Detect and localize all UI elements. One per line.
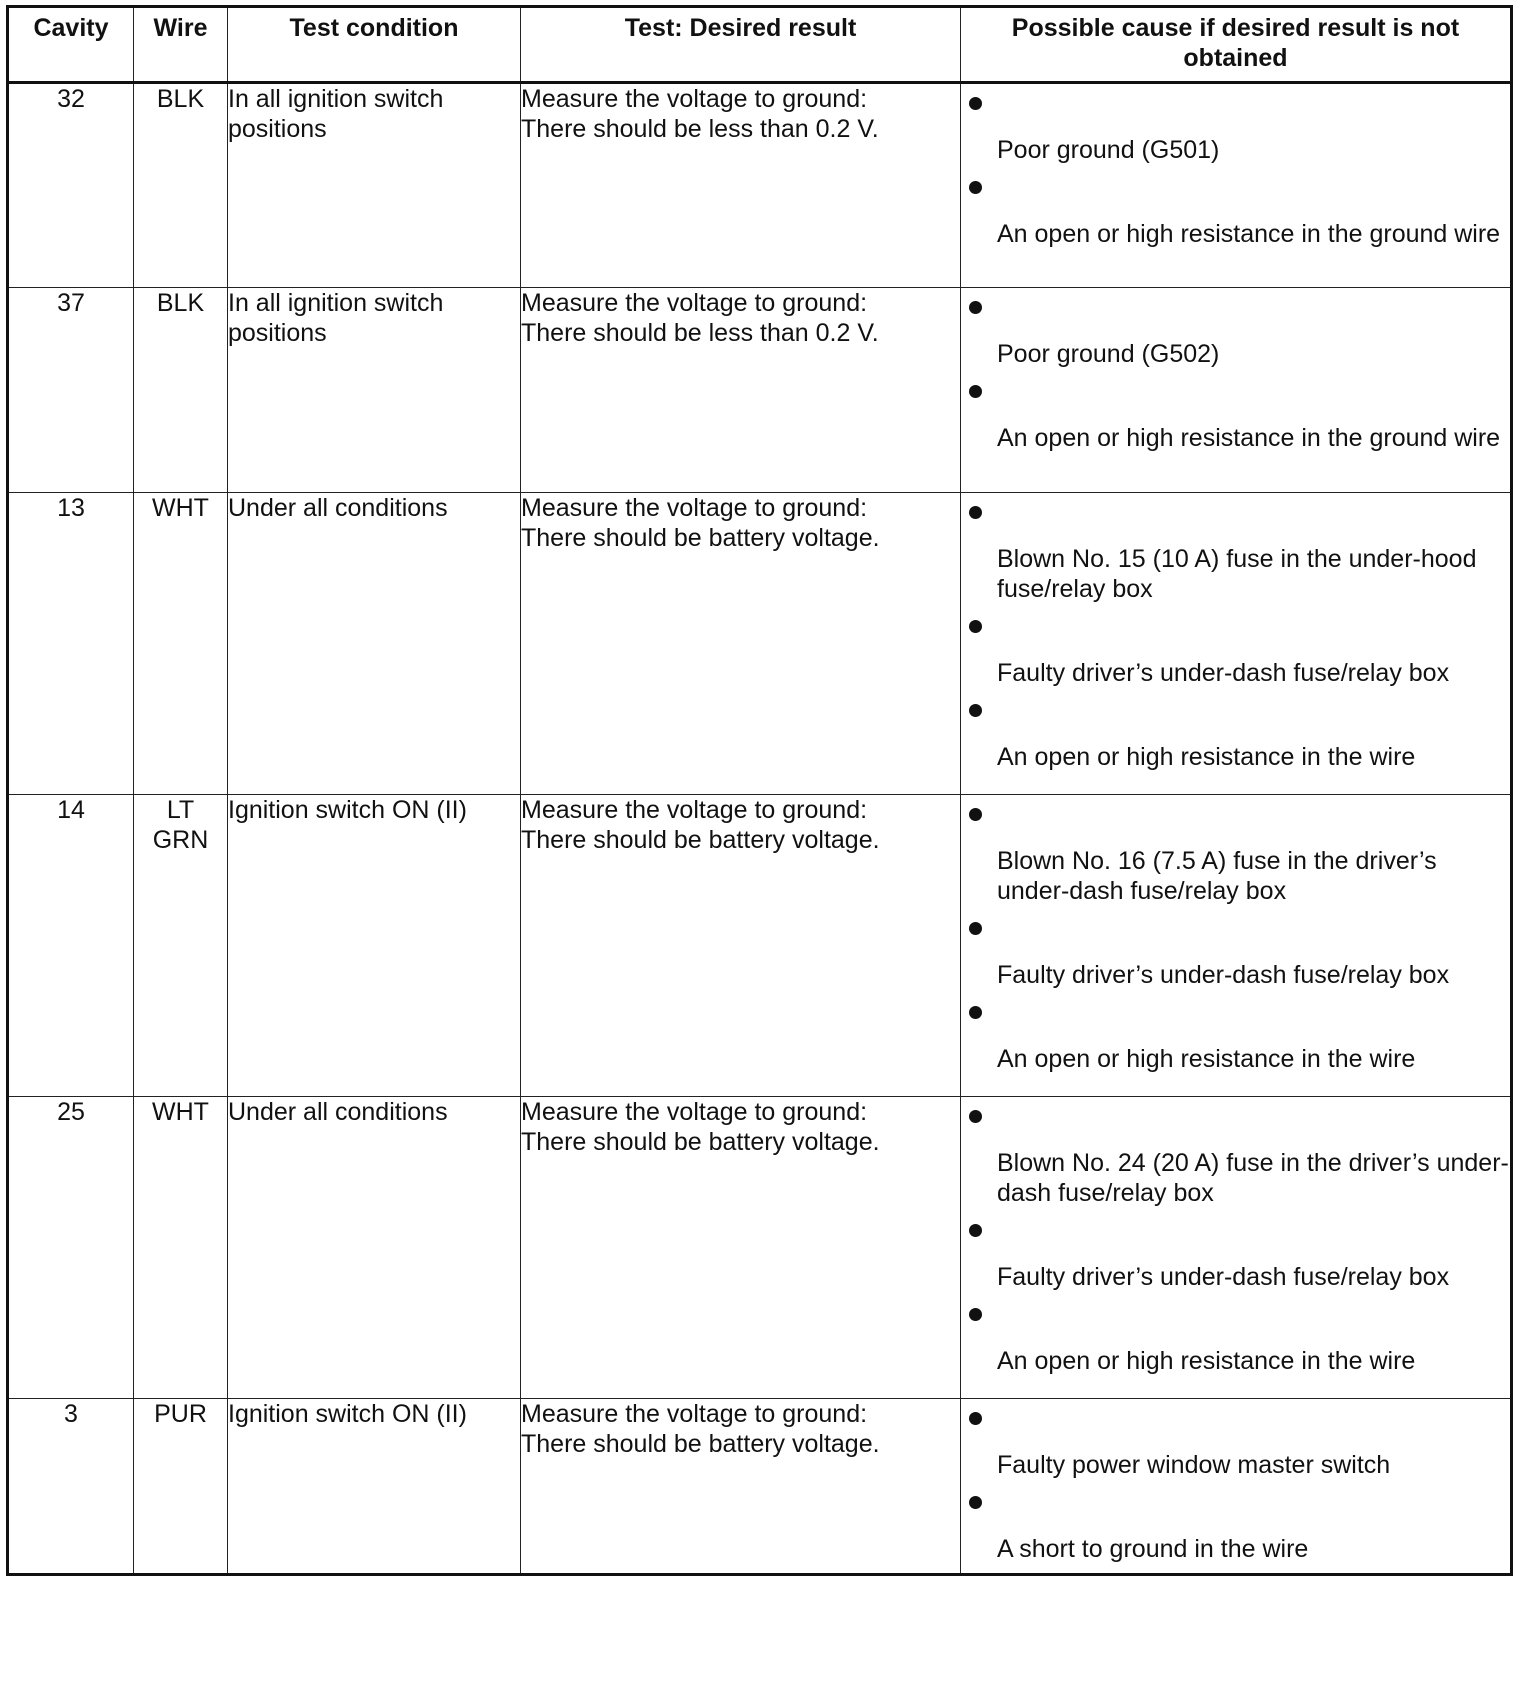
- cavity-value: 3: [64, 1400, 78, 1428]
- desired-result-cell: [521, 288, 961, 493]
- possible-cause-cell: [961, 1097, 1512, 1399]
- bullet-icon: [969, 704, 982, 717]
- desired-result-line: There should be battery voltage.: [521, 826, 880, 854]
- table-row: [8, 1399, 1512, 1575]
- bullet-icon: [969, 922, 982, 935]
- header-possible-cause: Possible cause if desired result is not obtained: [961, 7, 1512, 83]
- cavity-cell: [8, 493, 134, 795]
- test-condition-cell: [228, 288, 521, 493]
- cavity-value: 32: [57, 85, 85, 113]
- cause-item: [961, 181, 1510, 249]
- cause-item: [961, 385, 1510, 453]
- wire-cell: [134, 795, 228, 1097]
- desired-result-line: Measure the voltage to ground:: [521, 1098, 868, 1126]
- cause-item: [961, 922, 1510, 990]
- wire-cell: [134, 83, 228, 288]
- cause-text: Blown No. 16 (7.5 A) fuse in the driver’s under-dash fuse/relay box: [997, 847, 1437, 905]
- cause-item: [961, 620, 1510, 688]
- wire-color: WHT: [152, 1098, 209, 1126]
- cause-item: [961, 1224, 1510, 1292]
- table-row: [8, 795, 1512, 1097]
- possible-cause-cell: [961, 493, 1512, 795]
- test-condition-cell: [228, 493, 521, 795]
- bullet-icon: [969, 1110, 982, 1123]
- possible-cause-cell: [961, 288, 1512, 493]
- desired-result-cell: [521, 83, 961, 288]
- wire-cell: [134, 1399, 228, 1575]
- cause-text: A short to ground in the wire: [997, 1535, 1309, 1563]
- cause-text: An open or high resistance in the wire: [997, 1347, 1416, 1375]
- cause-text: An open or high resistance in the ground wire: [997, 220, 1501, 248]
- wire-cell: [134, 1097, 228, 1399]
- table-row: [8, 83, 1512, 288]
- wire-color: BLK: [156, 289, 205, 317]
- bullet-icon: [969, 1496, 982, 1509]
- bullet-icon: [969, 181, 982, 194]
- cause-text: Blown No. 24 (20 A) fuse in the driver’s under-dash fuse/relay box: [997, 1149, 1509, 1207]
- desired-result-line: Measure the voltage to ground:: [521, 1400, 868, 1428]
- bullet-icon: [969, 1224, 982, 1237]
- desired-result-line: There should be battery voltage.: [521, 1128, 880, 1156]
- desired-result-cell: [521, 1399, 961, 1575]
- possible-cause-cell: [961, 795, 1512, 1097]
- desired-result-line: Measure the voltage to ground:: [521, 796, 868, 824]
- desired-result-line: Measure the voltage to ground:: [521, 289, 868, 317]
- table-row: [8, 493, 1512, 795]
- bullet-icon: [969, 385, 982, 398]
- header-test-condition: Test condition: [228, 7, 521, 83]
- header-cavity: Cavity: [8, 7, 134, 83]
- cavity-value: 25: [57, 1098, 85, 1126]
- cause-text: Faulty driver’s under-dash fuse/relay box: [997, 961, 1450, 989]
- cavity-value: 14: [57, 796, 85, 824]
- cause-item: [961, 808, 1510, 906]
- cause-text: Faulty driver’s under-dash fuse/relay box: [997, 659, 1450, 687]
- test-condition-text: In all ignition switch positions: [228, 289, 444, 347]
- desired-result-line: There should be less than 0.2 V.: [521, 115, 879, 143]
- cavity-value: 13: [57, 494, 85, 522]
- wire-color: PUR: [154, 1400, 207, 1428]
- test-condition-text: In all ignition switch positions: [228, 85, 444, 143]
- bullet-icon: [969, 97, 982, 110]
- cause-item: [961, 1006, 1510, 1074]
- wire-color: BLK: [156, 85, 205, 113]
- table-header: [8, 7, 1512, 83]
- cause-item: [961, 704, 1510, 772]
- cause-item: [961, 97, 1510, 165]
- cause-text: An open or high resistance in the ground wire: [997, 424, 1501, 452]
- table-row: [8, 288, 1512, 493]
- cause-text: Poor ground (G501): [997, 136, 1220, 164]
- test-condition-text: Ignition switch ON (II): [228, 796, 467, 824]
- possible-cause-cell: [961, 83, 1512, 288]
- table-row: [8, 1097, 1512, 1399]
- cause-text: Poor ground (G502): [997, 340, 1220, 368]
- desired-result-line: There should be battery voltage.: [521, 524, 880, 552]
- cavity-cell: [8, 795, 134, 1097]
- cavity-cell: [8, 288, 134, 493]
- desired-result-cell: [521, 1097, 961, 1399]
- desired-result-cell: [521, 493, 961, 795]
- test-condition-cell: [228, 1097, 521, 1399]
- wire-color: WHT: [152, 494, 209, 522]
- cavity-cell: [8, 83, 134, 288]
- bullet-icon: [969, 620, 982, 633]
- test-condition-cell: [228, 795, 521, 1097]
- bullet-icon: [969, 1308, 982, 1321]
- desired-result-line: There should be battery voltage.: [521, 1430, 880, 1458]
- test-condition-text: Ignition switch ON (II): [228, 1400, 467, 1428]
- header-row: [8, 7, 1512, 83]
- test-condition-text: Under all conditions: [228, 1098, 448, 1126]
- wire-cell: [134, 493, 228, 795]
- cavity-cell: [8, 1097, 134, 1399]
- cause-item: [961, 506, 1510, 604]
- cause-text: An open or high resistance in the wire: [997, 743, 1416, 771]
- test-condition-cell: [228, 83, 521, 288]
- bullet-icon: [969, 301, 982, 314]
- cause-text: Blown No. 15 (10 A) fuse in the under-hood fuse/relay box: [997, 545, 1477, 603]
- desired-result-cell: [521, 795, 961, 1097]
- bullet-icon: [969, 1412, 982, 1425]
- cause-item: [961, 1308, 1510, 1376]
- cause-item: [961, 301, 1510, 369]
- cause-item: [961, 1110, 1510, 1208]
- wire-color: LT GRN: [152, 796, 209, 854]
- cause-text: An open or high resistance in the wire: [997, 1045, 1416, 1073]
- test-condition-cell: [228, 1399, 521, 1575]
- wire-cell: [134, 288, 228, 493]
- bullet-icon: [969, 1006, 982, 1019]
- diagnostic-table: [6, 5, 1513, 1576]
- test-condition-text: Under all conditions: [228, 494, 448, 522]
- cavity-cell: [8, 1399, 134, 1575]
- header-desired-result: Test: Desired result: [521, 7, 961, 83]
- bullet-icon: [969, 808, 982, 821]
- cause-text: Faulty driver’s under-dash fuse/relay box: [997, 1263, 1450, 1291]
- header-wire: Wire: [134, 7, 228, 83]
- desired-result-line: Measure the voltage to ground:: [521, 494, 868, 522]
- cause-text: Faulty power window master switch: [997, 1451, 1391, 1479]
- cavity-value: 37: [57, 289, 85, 317]
- cause-item: [961, 1496, 1510, 1564]
- table-body: [8, 83, 1512, 1575]
- desired-result-line: There should be less than 0.2 V.: [521, 319, 879, 347]
- possible-cause-cell: [961, 1399, 1512, 1575]
- desired-result-line: Measure the voltage to ground:: [521, 85, 868, 113]
- bullet-icon: [969, 506, 982, 519]
- cause-item: [961, 1412, 1510, 1480]
